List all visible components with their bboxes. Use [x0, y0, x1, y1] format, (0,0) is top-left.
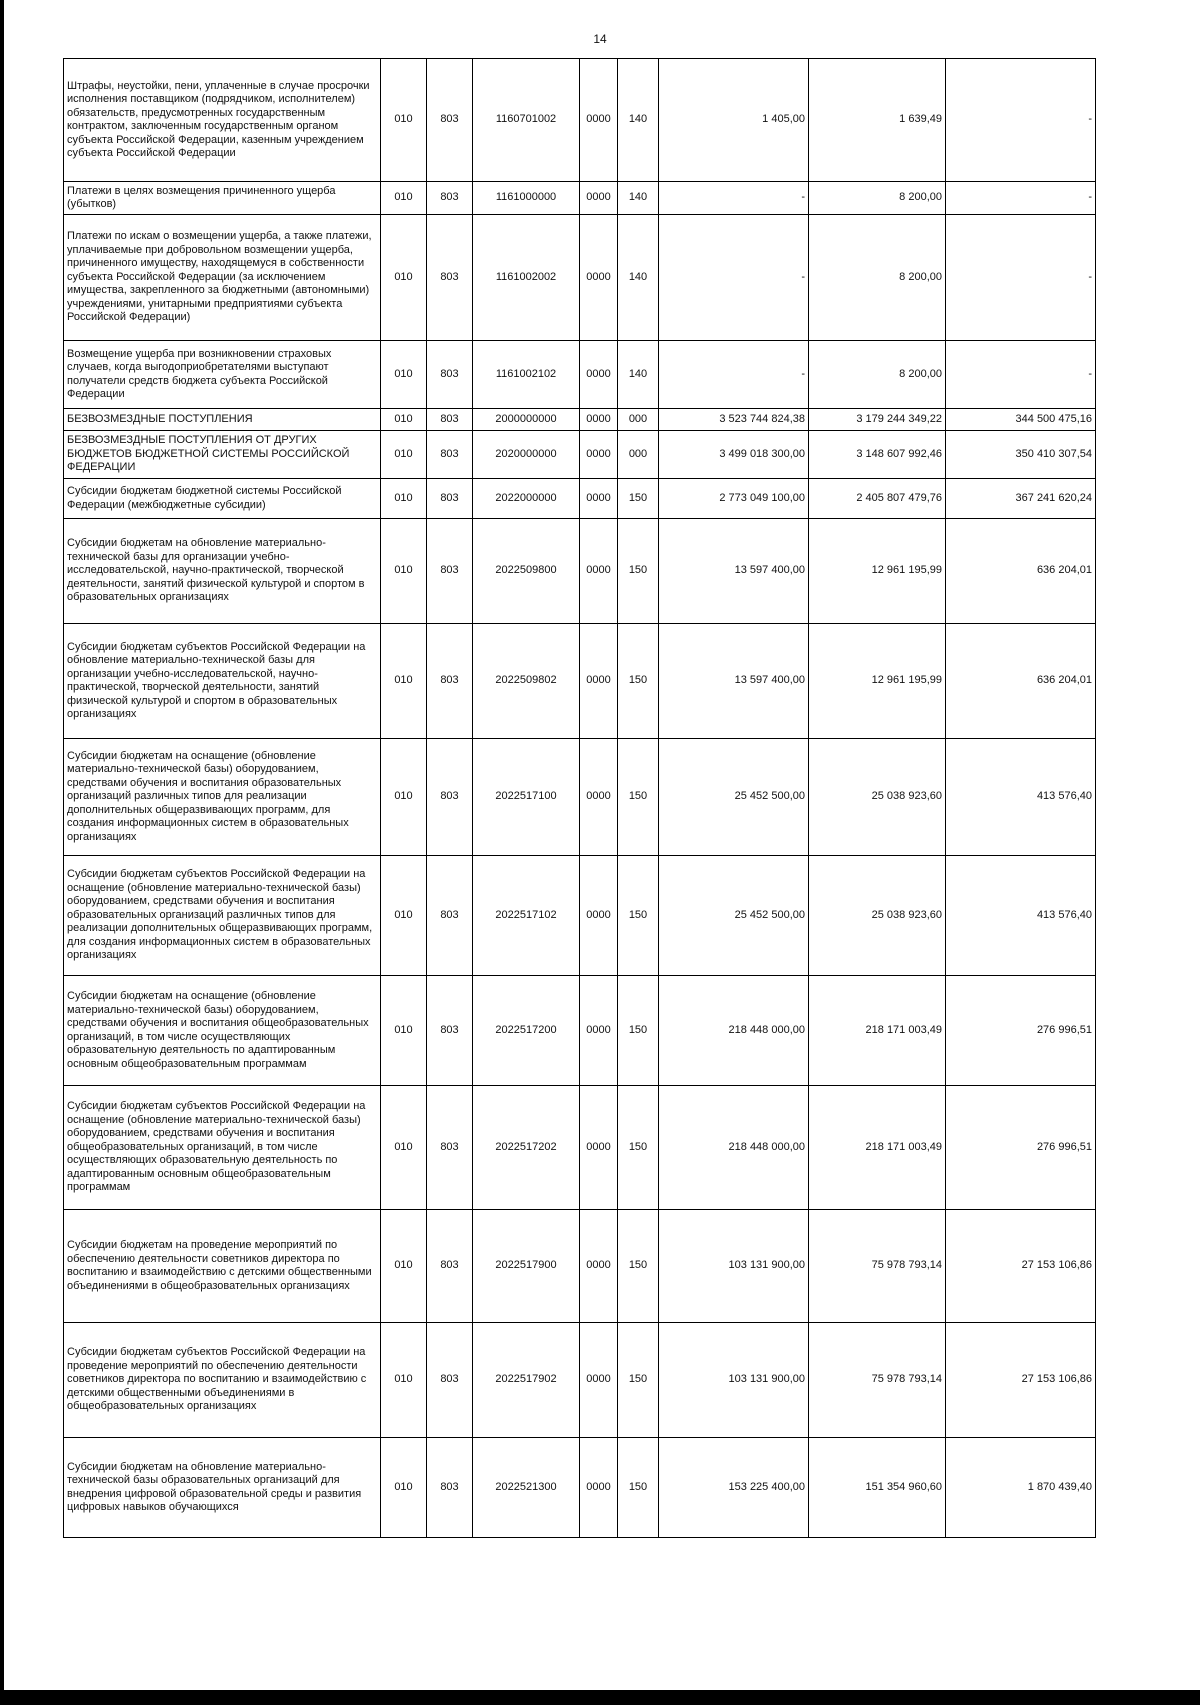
table-cell-code-3: 2022517200 [473, 976, 580, 1086]
table-row [64, 479, 1096, 519]
table-cell-value-3: 27 153 106,86 [946, 1323, 1096, 1438]
table-cell-code-3: 2022517202 [473, 1086, 580, 1210]
table-cell-code-5: 150 [618, 1086, 659, 1210]
table-cell-code-2: 803 [427, 409, 473, 431]
table-cell-code-4: 0000 [580, 1323, 618, 1438]
table-row [64, 341, 1096, 409]
table-row [64, 1086, 1096, 1210]
table-cell-value-3: - [946, 215, 1096, 341]
table-cell-name: Субсидии бюджетам на проведение мероприятий по обеспечению деятельности советников директора по воспитанию и взаимодействию с детскими общественными объединениями в общеобразовательных организациях [64, 1210, 381, 1323]
table-cell-code-1: 010 [381, 182, 427, 215]
table-cell-name: Субсидии бюджетам субъектов Российской Федерации на оснащение (обновление материально-технической базы) оборудованием, средствами обучения и воспитания общеобразовательных организаций, в том числе осуществляющих образовательную деятельность по адаптированным основным общеобразовательным программам [64, 1086, 381, 1210]
table-cell-code-5: 150 [618, 856, 659, 976]
table-cell-code-1: 010 [381, 739, 427, 856]
table-cell-value-2: 12 961 195,99 [809, 624, 946, 739]
table-cell-value-3: 636 204,01 [946, 519, 1096, 624]
table-cell-code-2: 803 [427, 624, 473, 739]
table-cell-code-2: 803 [427, 479, 473, 519]
table-cell-value-1: 103 131 900,00 [659, 1323, 809, 1438]
table-cell-value-3: 367 241 620,24 [946, 479, 1096, 519]
table-cell-code-3: 1161002102 [473, 341, 580, 409]
table-cell-name: БЕЗВОЗМЕЗДНЫЕ ПОСТУПЛЕНИЯ ОТ ДРУГИХ БЮДЖЕТОВ БЮДЖЕТНОЙ СИСТЕМЫ РОССИЙСКОЙ ФЕДЕРАЦИИ [64, 431, 381, 479]
table-row [64, 519, 1096, 624]
table-cell-value-2: 25 038 923,60 [809, 739, 946, 856]
table-cell-code-1: 010 [381, 856, 427, 976]
table-cell-code-3: 2000000000 [473, 409, 580, 431]
table-cell-code-5: 150 [618, 1323, 659, 1438]
table-cell-code-5: 150 [618, 1438, 659, 1538]
table-cell-code-3: 1161002002 [473, 215, 580, 341]
table-cell-value-1: - [659, 215, 809, 341]
table-row [64, 624, 1096, 739]
table-cell-value-1: 218 448 000,00 [659, 976, 809, 1086]
table-cell-code-5: 140 [618, 59, 659, 182]
table-cell-code-3: 1160701002 [473, 59, 580, 182]
table-cell-code-5: 150 [618, 519, 659, 624]
table-cell-code-2: 803 [427, 341, 473, 409]
page-number: 14 [593, 32, 607, 46]
table-cell-code-4: 0000 [580, 409, 618, 431]
table-cell-value-1: 103 131 900,00 [659, 1210, 809, 1323]
table-cell-code-2: 803 [427, 976, 473, 1086]
table-cell-value-3: 344 500 475,16 [946, 409, 1096, 431]
table-cell-code-1: 010 [381, 1210, 427, 1323]
table-cell-value-3: 413 576,40 [946, 856, 1096, 976]
table-cell-code-5: 150 [618, 976, 659, 1086]
table-cell-code-3: 2022509800 [473, 519, 580, 624]
table-cell-code-5: 140 [618, 341, 659, 409]
table-row [64, 409, 1096, 431]
table-cell-code-2: 803 [427, 1323, 473, 1438]
table-cell-value-2: 218 171 003,49 [809, 1086, 946, 1210]
table-cell-code-4: 0000 [580, 1438, 618, 1538]
table-cell-value-3: 413 576,40 [946, 739, 1096, 856]
table-cell-code-1: 010 [381, 215, 427, 341]
table-row [64, 1210, 1096, 1323]
table-cell-code-1: 010 [381, 519, 427, 624]
table-cell-name: Платежи по искам о возмещении ущерба, а также платежи, уплачиваемые при добровольном возмещении ущерба, причиненного имуществу, находящемуся в собственности субъекта Российской Федерации (за исключением имущества, закрепленного за бюджетными (автономными) учреждениями, унитарными предприятиями субъекта Российской Федерации) [64, 215, 381, 341]
table-cell-code-1: 010 [381, 59, 427, 182]
table-cell-code-1: 010 [381, 409, 427, 431]
table-cell-value-1: 3 499 018 300,00 [659, 431, 809, 479]
table-cell-value-1: 13 597 400,00 [659, 624, 809, 739]
table-cell-name: БЕЗВОЗМЕЗДНЫЕ ПОСТУПЛЕНИЯ [64, 409, 381, 431]
table-cell-value-3: 1 870 439,40 [946, 1438, 1096, 1538]
table-cell-value-3: - [946, 341, 1096, 409]
table-cell-code-3: 2022521300 [473, 1438, 580, 1538]
budget-table [63, 58, 1096, 1538]
table-cell-value-2: 75 978 793,14 [809, 1323, 946, 1438]
table-cell-code-2: 803 [427, 1438, 473, 1538]
table-cell-code-3: 2022517102 [473, 856, 580, 976]
table-cell-code-3: 2022517100 [473, 739, 580, 856]
table-cell-code-2: 803 [427, 59, 473, 182]
table-cell-value-2: 1 639,49 [809, 59, 946, 182]
table-cell-value-2: 2 405 807 479,76 [809, 479, 946, 519]
table-cell-code-5: 140 [618, 182, 659, 215]
scan-bottom-edge [0, 1690, 1200, 1705]
table-cell-code-2: 803 [427, 182, 473, 215]
table-row [64, 431, 1096, 479]
table-cell-value-3: - [946, 59, 1096, 182]
table-cell-value-3: - [946, 182, 1096, 215]
table-cell-name: Субсидии бюджетам на обновление материально-технической базы для организации учебно-исследовательской, научно-практической, творческой деятельности, занятий физической культурой и спортом в образовательных организациях [64, 519, 381, 624]
table-cell-code-4: 0000 [580, 479, 618, 519]
table-cell-code-5: 000 [618, 409, 659, 431]
table-cell-name: Субсидии бюджетам бюджетной системы Российской Федерации (межбюджетные субсидии) [64, 479, 381, 519]
table-cell-name: Субсидии бюджетам субъектов Российской Федерации на оснащение (обновление материально-технической базы) оборудованием, средствами обучения и воспитания образовательных организаций различных типов для реализации дополнительных общеразвивающих программ, для создания информационных систем в образовательных организациях [64, 856, 381, 976]
table-cell-code-3: 1161000000 [473, 182, 580, 215]
table-cell-code-4: 0000 [580, 976, 618, 1086]
table-row [64, 182, 1096, 215]
table-cell-code-5: 150 [618, 739, 659, 856]
table-body [64, 59, 1096, 1538]
table-cell-code-2: 803 [427, 519, 473, 624]
table-cell-name: Возмещение ущерба при возникновении страховых случаев, когда выгодоприобретателями выступают получатели средств бюджета субъекта Российской Федерации [64, 341, 381, 409]
table-row [64, 1438, 1096, 1538]
table-cell-value-2: 8 200,00 [809, 341, 946, 409]
table-cell-value-2: 3 148 607 992,46 [809, 431, 946, 479]
table-row [64, 856, 1096, 976]
table-cell-code-3: 2022517902 [473, 1323, 580, 1438]
table-cell-code-4: 0000 [580, 739, 618, 856]
table-row [64, 976, 1096, 1086]
table-cell-code-4: 0000 [580, 215, 618, 341]
table-cell-value-3: 276 996,51 [946, 976, 1096, 1086]
table-cell-value-1: 2 773 049 100,00 [659, 479, 809, 519]
table-cell-code-2: 803 [427, 431, 473, 479]
table-cell-name: Субсидии бюджетам на обновление материально-технической базы образовательных организаций для внедрения цифровой образовательной среды и развития цифровых навыков обучающихся [64, 1438, 381, 1538]
table-cell-code-4: 0000 [580, 624, 618, 739]
table-cell-code-4: 0000 [580, 431, 618, 479]
table-cell-value-2: 151 354 960,60 [809, 1438, 946, 1538]
table-cell-code-1: 010 [381, 479, 427, 519]
table-cell-code-3: 2020000000 [473, 431, 580, 479]
table-row [64, 59, 1096, 182]
table-cell-code-4: 0000 [580, 1086, 618, 1210]
table-cell-value-2: 12 961 195,99 [809, 519, 946, 624]
table-cell-value-2: 218 171 003,49 [809, 976, 946, 1086]
table-cell-code-4: 0000 [580, 856, 618, 976]
table-cell-code-2: 803 [427, 215, 473, 341]
scan-left-edge [0, 0, 4, 1705]
table-cell-code-5: 000 [618, 431, 659, 479]
table-cell-code-1: 010 [381, 1323, 427, 1438]
table-cell-code-2: 803 [427, 739, 473, 856]
table-cell-value-1: - [659, 341, 809, 409]
table-cell-value-1: 3 523 744 824,38 [659, 409, 809, 431]
table-cell-value-3: 350 410 307,54 [946, 431, 1096, 479]
table-cell-code-4: 0000 [580, 1210, 618, 1323]
table-cell-name: Субсидии бюджетам на оснащение (обновление материально-технической базы) оборудованием, средствами обучения и воспитания общеобразовательных организаций, в том числе осуществляющих образовательную деятельность по адаптированным основным общеобразовательным программам [64, 976, 381, 1086]
table-cell-value-2: 25 038 923,60 [809, 856, 946, 976]
table-row [64, 215, 1096, 341]
table-cell-value-1: 13 597 400,00 [659, 519, 809, 624]
table-cell-code-3: 2022517900 [473, 1210, 580, 1323]
table-cell-code-1: 010 [381, 1086, 427, 1210]
table-cell-value-3: 27 153 106,86 [946, 1210, 1096, 1323]
table-cell-value-1: 25 452 500,00 [659, 856, 809, 976]
table-cell-value-3: 276 996,51 [946, 1086, 1096, 1210]
table-cell-value-2: 3 179 244 349,22 [809, 409, 946, 431]
table-cell-code-3: 2022000000 [473, 479, 580, 519]
table-cell-code-4: 0000 [580, 341, 618, 409]
table-cell-code-1: 010 [381, 341, 427, 409]
table-cell-value-1: 1 405,00 [659, 59, 809, 182]
table-cell-code-1: 010 [381, 624, 427, 739]
table-cell-code-5: 150 [618, 1210, 659, 1323]
table-cell-code-2: 803 [427, 1210, 473, 1323]
table-cell-code-5: 150 [618, 624, 659, 739]
table-cell-name: Платежи в целях возмещения причиненного ущерба (убытков) [64, 182, 381, 215]
table-cell-value-2: 8 200,00 [809, 215, 946, 341]
table-cell-code-4: 0000 [580, 519, 618, 624]
table-cell-code-2: 803 [427, 856, 473, 976]
table-cell-code-1: 010 [381, 976, 427, 1086]
table-cell-name: Штрафы, неустойки, пени, уплаченные в случае просрочки исполнения поставщиком (подрядчиком, исполнителем) обязательств, предусмотренных государственным контрактом, заключенным государственным органом субъекта Российской Федерации, казенным учреждением субъекта Российской Федерации [64, 59, 381, 182]
table-cell-code-4: 0000 [580, 182, 618, 215]
table-cell-name: Субсидии бюджетам субъектов Российской Федерации на обновление материально-технической базы для организации учебно-исследовательской, научно-практической, творческой деятельности, занятий физической культурой и спортом в образовательных организациях [64, 624, 381, 739]
table-cell-code-3: 2022509802 [473, 624, 580, 739]
table-cell-name: Субсидии бюджетам на оснащение (обновление материально-технической базы) оборудованием, средствами обучения и воспитания образовательных организаций различных типов для реализации дополнительных общеразвивающих программ, для создания информационных систем в образовательных организациях [64, 739, 381, 856]
table-cell-code-2: 803 [427, 1086, 473, 1210]
table-cell-value-3: 636 204,01 [946, 624, 1096, 739]
table-cell-code-1: 010 [381, 1438, 427, 1538]
table-cell-value-2: 75 978 793,14 [809, 1210, 946, 1323]
table-cell-value-1: 25 452 500,00 [659, 739, 809, 856]
table-cell-code-5: 150 [618, 479, 659, 519]
table-cell-name: Субсидии бюджетам субъектов Российской Федерации на проведение мероприятий по обеспечению деятельности советников директора по воспитанию и взаимодействию с детскими общественными объединениями в общеобразовательных организациях [64, 1323, 381, 1438]
table-row [64, 739, 1096, 856]
table-cell-code-4: 0000 [580, 59, 618, 182]
table-cell-value-1: - [659, 182, 809, 215]
table-row [64, 1323, 1096, 1438]
table-cell-value-1: 153 225 400,00 [659, 1438, 809, 1538]
table-cell-value-2: 8 200,00 [809, 182, 946, 215]
table-cell-code-5: 140 [618, 215, 659, 341]
table-cell-code-1: 010 [381, 431, 427, 479]
table-cell-value-1: 218 448 000,00 [659, 1086, 809, 1210]
